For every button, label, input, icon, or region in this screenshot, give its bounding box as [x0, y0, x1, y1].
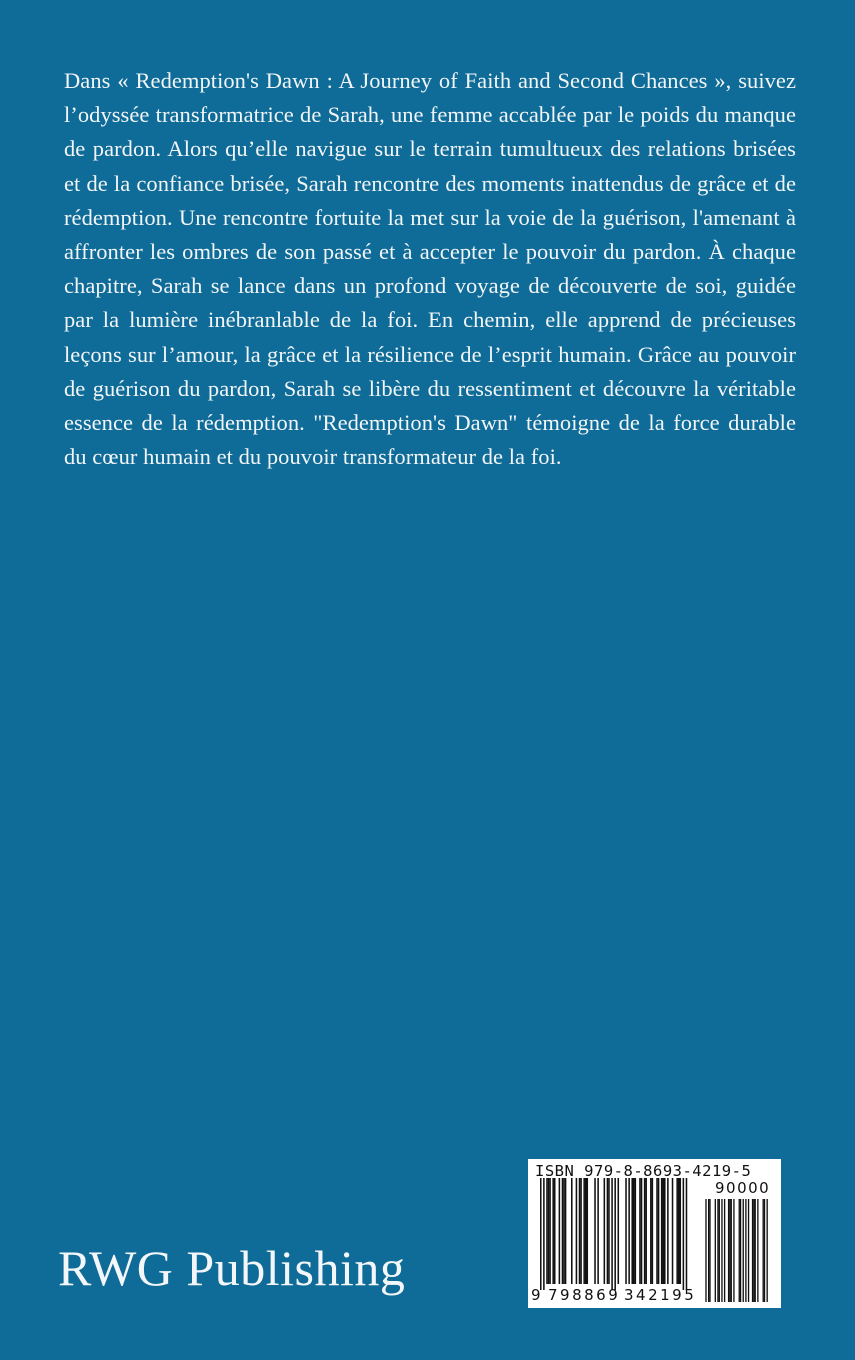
addon-bar: [748, 1199, 749, 1302]
addon-bar: [724, 1199, 725, 1302]
barcode-bar: [549, 1178, 551, 1284]
barcode-bar: [543, 1178, 545, 1290]
addon-bar: [757, 1199, 758, 1302]
barcode-left-digits: 798869: [548, 1286, 621, 1304]
addon-bar: [763, 1199, 764, 1302]
barcode-bar: [672, 1178, 674, 1284]
addon-bar: [733, 1199, 734, 1302]
barcode-first-digit: 9: [531, 1286, 541, 1304]
barcode-bar: [639, 1178, 641, 1284]
barcode-bar: [631, 1178, 633, 1284]
addon-bar: [721, 1199, 722, 1302]
barcode-bar: [563, 1178, 565, 1284]
addon-bar: [731, 1199, 732, 1302]
barcode-right-digits: 342195: [624, 1286, 697, 1304]
addon-bar: [764, 1199, 765, 1302]
isbn-label: ISBN 979-8-8693-4219-5: [535, 1162, 752, 1180]
addon-bar: [767, 1199, 768, 1302]
barcode-bar: [644, 1178, 646, 1284]
barcode-bar: [571, 1178, 573, 1284]
barcode-bar: [576, 1178, 578, 1284]
addon-bar: [739, 1199, 740, 1302]
book-description: Dans « Redemption's Dawn : A Journey of Faith and Second Chances », suivez l’odyssée transformatrice de Sarah, une femme accablée par le poids du manque de pardon. Alors qu’elle navigue sur le terrain tumultueux des relations brisées et de la confiance brisée, Sarah rencontre des moments inattendus de grâce et de rédemption. Une rencontre fortuite la met sur la voie de la guérison, l'amenant à affronter les ombres de son passé et à accepter le pouvoir du pardon. À chaque chapitre, Sarah se lance dans un profond voyage de découverte de soi, guidée par la lumière inébranlable de la foi. En chemin, elle apprend de précieuses leçons sur l’amour, la grâce et la résilience de l’esprit humain. Grâce au pouvoir de guérison du pardon, Sarah se libère du ressentiment et découvre la véritable essence de la rédemption. "Redemption's Dawn" témoigne de la force durable du cœur humain et du pouvoir transformateur de la foi.: [64, 68, 796, 470]
barcode-bar: [652, 1178, 654, 1284]
barcode-bar: [546, 1178, 548, 1284]
barcode-bar: [552, 1178, 554, 1284]
addon-bar: [717, 1199, 718, 1302]
barcode-bar: [625, 1178, 627, 1284]
addon-bar: [743, 1199, 744, 1302]
barcode-bar: [686, 1178, 688, 1290]
publisher-name: RWG Publishing: [58, 1240, 406, 1296]
barcode-bar: [583, 1178, 585, 1284]
addon-bar: [753, 1199, 754, 1302]
barcode-bar: [628, 1178, 630, 1284]
barcode-bar: [579, 1178, 581, 1284]
barcode-bar: [618, 1178, 620, 1284]
addon-bar: [745, 1199, 746, 1302]
barcode-bar: [683, 1178, 685, 1290]
barcode-bar: [635, 1178, 637, 1284]
barcode-bar: [608, 1178, 610, 1284]
barcode-bar: [585, 1178, 587, 1284]
barcode-bar: [611, 1178, 613, 1290]
barcode-bar: [559, 1178, 561, 1284]
addon-bar: [708, 1199, 709, 1302]
addon-bar: [740, 1199, 741, 1302]
barcode-bar: [664, 1178, 666, 1284]
barcode-bar: [633, 1178, 635, 1284]
barcode-bar: [645, 1178, 647, 1284]
addon-bar: [755, 1199, 756, 1302]
barcode-bar: [667, 1178, 669, 1284]
addon-bar: [752, 1199, 753, 1302]
addon-bar: [709, 1199, 710, 1302]
barcode-bar: [680, 1178, 682, 1284]
addon-bar: [728, 1199, 729, 1302]
barcode-bar: [548, 1178, 550, 1284]
isbn-barcode: [528, 1159, 781, 1308]
barcode-bar: [540, 1178, 542, 1290]
price-addon-code: 90000: [715, 1179, 771, 1197]
barcode-bar: [662, 1178, 664, 1284]
barcode-bar: [614, 1178, 616, 1290]
barcode-bar: [678, 1178, 680, 1284]
addon-bar: [705, 1199, 706, 1302]
barcode-bar: [676, 1178, 678, 1284]
barcode-bar: [565, 1178, 567, 1284]
barcode-bar: [587, 1178, 589, 1284]
barcode-bar: [607, 1178, 609, 1284]
barcode-bar: [580, 1178, 582, 1284]
barcode-bar: [594, 1178, 596, 1284]
barcode-bar: [604, 1178, 606, 1284]
barcode-bar: [641, 1178, 643, 1284]
barcode-bar: [661, 1178, 663, 1284]
barcode-bar: [658, 1178, 660, 1284]
addon-bar: [719, 1199, 720, 1302]
barcode-bar: [650, 1178, 652, 1284]
addon-bar: [729, 1199, 730, 1302]
barcode-bar: [562, 1178, 564, 1284]
barcode-bar: [554, 1178, 556, 1284]
addon-bar: [715, 1199, 716, 1302]
barcode-bar: [597, 1178, 599, 1284]
barcode-bar: [656, 1178, 658, 1284]
